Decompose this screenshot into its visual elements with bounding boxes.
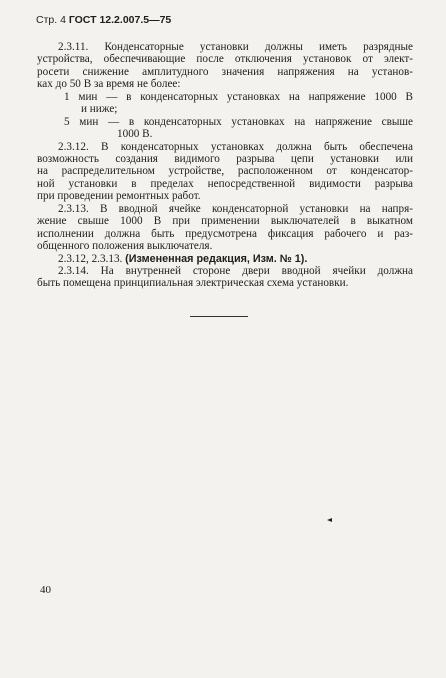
page-header — [36, 14, 171, 26]
clause-2-3-11-line-3: росети снижение амплитудного значения напряжения на установ- — [37, 65, 413, 78]
list-item-5-min: 5 мин — в конденсаторных установках на напряжение свыше — [64, 115, 413, 128]
clause-2-3-12-line-3: на распределительном устройстве, расположенном от конденсатор- — [37, 165, 413, 178]
clause-2-3-13-line-3: исполнении должна быть предусмотрена фиксация рабочего и раз- — [37, 227, 413, 240]
page-label: Стр. 4 — [36, 14, 66, 26]
list-item-1-min: 1 мин — в конденсаторных установках на напряжение 1000 В — [64, 90, 413, 103]
scan-mark-icon — [327, 518, 332, 522]
clause-2-3-12-line-2: возможность создания видимого разрыва цепи установки или — [37, 152, 413, 165]
list-item-5-min-cont: 1000 В. — [117, 128, 153, 141]
clause-2-3-11-line-2: устройства, обеспечивающие после отключения установок от элект- — [37, 53, 413, 66]
clause-2-3-12-line-4: ной установки в пределах непосредственной видимости разрыва — [37, 177, 413, 190]
clause-2-3-12-line-1: 2.3.12. В конденсаторных установках должна быть обеспечена — [58, 140, 413, 153]
clause-2-3-14-line-1: 2.3.14. На внутренней стороне двери вводной ячейки должна — [58, 264, 413, 277]
amendment-note — [37, 253, 413, 265]
clause-2-3-11-line-1: 2.3.11. Конденсаторные установки должны иметь разрядные — [58, 41, 413, 53]
standard-designation: ГОСТ 12.2.007.5—75 — [68, 14, 172, 26]
clause-2-3-13-line-2: жение свыше 1000 В при применении выключателей в выкатном — [37, 215, 413, 228]
amendment-label: (Измененная редакция, Изм. № 1). — [125, 252, 308, 265]
clause-2-3-12-line-5: при проведении ремонтных работ. — [37, 190, 201, 203]
document-body — [37, 41, 413, 290]
clause-2-3-11-line-4: ках до 50 В за время не более: — [37, 78, 181, 91]
clause-2-3-14-line-2: быть помещена принципиальная электрическая схема установки. — [37, 277, 349, 290]
section-divider — [190, 316, 248, 317]
list-item-1-min-cont: и ниже; — [81, 103, 118, 116]
amendment-clauses: 2.3.12, 2.3.13. — [58, 252, 123, 265]
clause-2-3-13-line-4: общенного положения выключателя. — [37, 240, 213, 253]
clause-2-3-13-line-1: 2.3.13. В вводной ячейке конденсаторной установки на напря- — [58, 202, 413, 215]
page-number: 40 — [40, 584, 51, 596]
